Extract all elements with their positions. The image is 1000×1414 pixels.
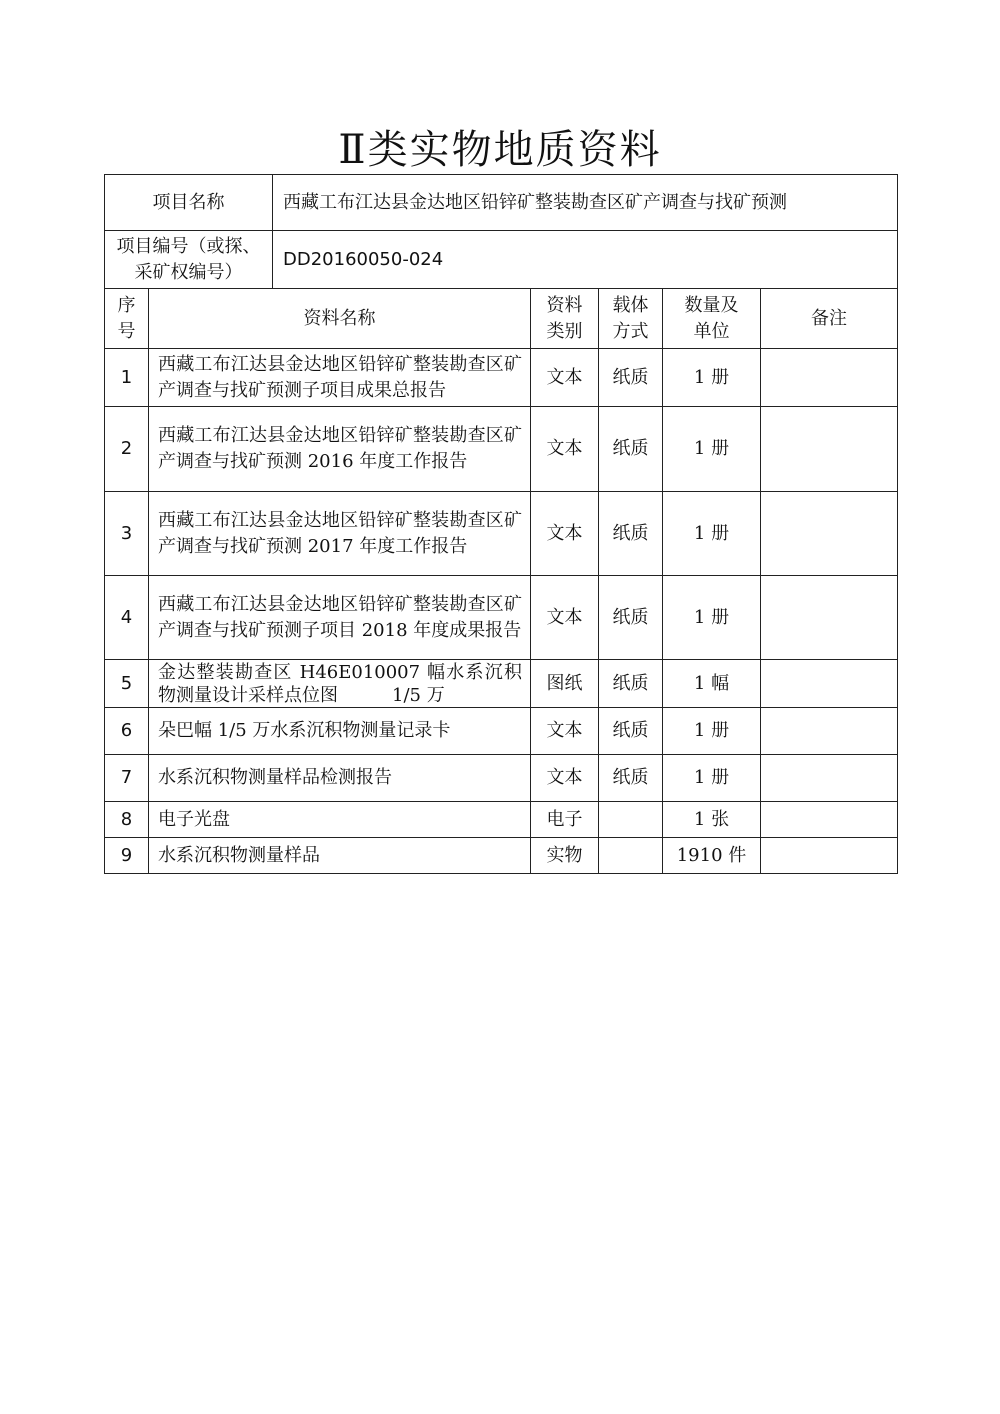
- table-row: [105, 802, 898, 838]
- row-note: [761, 660, 898, 708]
- table-row: [105, 755, 898, 802]
- row-name: 电子光盘: [149, 802, 531, 838]
- row-qty: 1 册: [663, 755, 761, 802]
- table-row: [105, 349, 898, 407]
- row-name: 金达整装勘查区 H46E010007 幅水系沉积物测量设计采样点位图 1/5 万: [149, 660, 531, 708]
- row-note: [761, 708, 898, 755]
- row-qty: 1 册: [663, 576, 761, 660]
- row-note: [761, 349, 898, 407]
- page-title: Ⅱ类实物地质资料: [338, 127, 662, 173]
- row-name: 西藏工布江达县金达地区铅锌矿整装勘查区矿产调查与找矿预测子项目成果总报告: [149, 349, 531, 407]
- row-type: 电子: [531, 802, 599, 838]
- header-type: 资料类别: [531, 289, 599, 349]
- project-name-value: 西藏工布江达县金达地区铅锌矿整装勘查区矿产调查与找矿预测: [273, 175, 898, 231]
- header-note: 备注: [761, 289, 898, 349]
- row-carrier: [599, 802, 663, 838]
- row-name: 水系沉积物测量样品检测报告: [149, 755, 531, 802]
- row-carrier: 纸质: [599, 576, 663, 660]
- row-seq: 2: [105, 407, 149, 492]
- header-name: 资料名称: [149, 289, 531, 349]
- row-qty: 1910 件: [663, 838, 761, 874]
- row-note: [761, 755, 898, 802]
- row-name: 水系沉积物测量样品: [149, 838, 531, 874]
- row-note: [761, 576, 898, 660]
- row-carrier: 纸质: [599, 660, 663, 708]
- row-qty: 1 册: [663, 407, 761, 492]
- row-qty: 1 幅: [663, 660, 761, 708]
- row-seq: 5: [105, 660, 149, 708]
- row-name: 西藏工布江达县金达地区铅锌矿整装勘查区矿产调查与找矿预测 2017 年度工作报告: [149, 492, 531, 576]
- row-type: 文本: [531, 349, 599, 407]
- row-carrier: 纸质: [599, 349, 663, 407]
- row-type: 实物: [531, 838, 599, 874]
- project-name-label: 项目名称: [105, 175, 273, 231]
- row-seq: 8: [105, 802, 149, 838]
- row-seq: 3: [105, 492, 149, 576]
- row-note: [761, 407, 898, 492]
- geological-data-table: [104, 174, 898, 874]
- table-row: [105, 492, 898, 576]
- row-type: 文本: [531, 492, 599, 576]
- project-code-label: 项目编号（或探、采矿权编号）: [105, 231, 273, 289]
- table-row: [105, 407, 898, 492]
- row-type: 文本: [531, 755, 599, 802]
- row-qty: 1 册: [663, 492, 761, 576]
- row-name: 西藏工布江达县金达地区铅锌矿整装勘查区矿产调查与找矿预测 2016 年度工作报告: [149, 407, 531, 492]
- header-row: [105, 289, 898, 349]
- row-type: 文本: [531, 708, 599, 755]
- project-code-value: DD20160050-024: [273, 231, 898, 289]
- row-carrier: 纸质: [599, 708, 663, 755]
- row-carrier: 纸质: [599, 407, 663, 492]
- row-type: 文本: [531, 576, 599, 660]
- row-qty: 1 张: [663, 802, 761, 838]
- row-type: 图纸: [531, 660, 599, 708]
- row-carrier: 纸质: [599, 755, 663, 802]
- row-qty: 1 册: [663, 708, 761, 755]
- table-row: [105, 838, 898, 874]
- table-row: [105, 660, 898, 708]
- row-name: 西藏工布江达县金达地区铅锌矿整装勘查区矿产调查与找矿预测子项目 2018 年度成果报告: [149, 576, 531, 660]
- row-type: 文本: [531, 407, 599, 492]
- header-qty: 数量及单位: [663, 289, 761, 349]
- row-seq: 4: [105, 576, 149, 660]
- row-carrier: [599, 838, 663, 874]
- table-row: [105, 576, 898, 660]
- row-seq: 6: [105, 708, 149, 755]
- row-carrier: 纸质: [599, 492, 663, 576]
- row-name: 朵巴幅 1/5 万水系沉积物测量记录卡: [149, 708, 531, 755]
- project-name-row: [105, 175, 898, 231]
- header-carrier: 载体方式: [599, 289, 663, 349]
- row-note: [761, 802, 898, 838]
- row-seq: 9: [105, 838, 149, 874]
- row-note: [761, 492, 898, 576]
- project-code-row: [105, 231, 898, 289]
- row-seq: 7: [105, 755, 149, 802]
- header-seq: 序号: [105, 289, 149, 349]
- row-seq: 1: [105, 349, 149, 407]
- row-qty: 1 册: [663, 349, 761, 407]
- row-note: [761, 838, 898, 874]
- table-row: [105, 708, 898, 755]
